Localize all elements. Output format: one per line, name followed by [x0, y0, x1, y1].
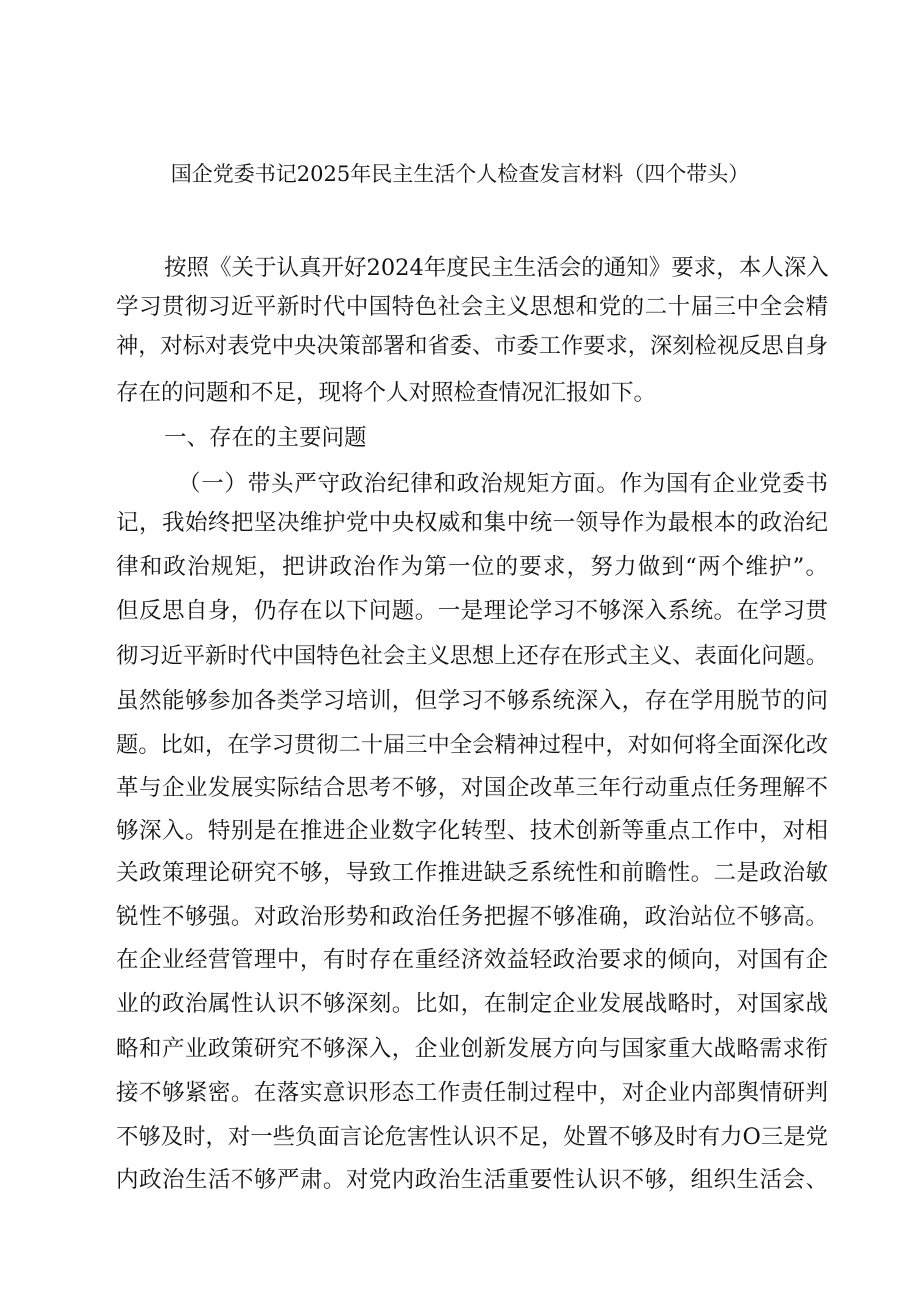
paragraph-line: 神，对标对表党中央决策部署和省委、市委工作要求，深刻检视反思自身: [116, 333, 828, 359]
paragraph-line: 锐性不够强。对政治形势和政治任务把握不够准确，政治站位不够高。: [116, 904, 828, 930]
paragraph-line: 但反思自身，仍存在以下问题。一是理论学习不够深入系统。在学习贯: [116, 598, 828, 624]
paragraph-line: 接不够紧密。在落实意识形态工作责任制过程中，对企业内部舆情研判: [116, 1080, 828, 1106]
paragraph-line: 律和政治规矩，把讲政治作为第一位的要求，努力做到“两个维护”。: [116, 554, 828, 580]
section-heading: 一、存在的主要问题: [164, 425, 367, 451]
document-title: 国企党委书记2025年民主生活个人检查发言材料（四个带头）: [170, 162, 750, 186]
paragraph-line: 存在的问题和不足，现将个人对照检查情况汇报如下。: [116, 380, 657, 406]
paragraph-line: 业的政治属性认识不够深刻。比如，在制定企业发展战略时，对国家战: [116, 991, 828, 1017]
paragraph-line: （一）带头严守政治纪律和政治规矩方面。作为国有企业党委书: [178, 471, 828, 497]
paragraph-line: 内政治生活不够严肃。对党内政治生活重要性认识不够，组织生活会、: [116, 1167, 828, 1193]
paragraph-line: 题。比如，在学习贯彻二十届三中全会精神过程中，对如何将全面深化改: [116, 732, 828, 758]
paragraph-line: 虽然能够参加各类学习培训，但学习不够系统深入，存在学用脱节的问: [116, 688, 828, 714]
paragraph-line: 在企业经营管理中，有时存在重经济效益轻政治要求的倾向，对国有企: [116, 947, 828, 973]
paragraph-line: 关政策理论研究不够，导致工作推进缺乏系统性和前瞻性。二是政治敏: [116, 860, 828, 886]
paragraph-line: 按照《关于认真开好2024年度民主生活会的通知》要求，本人深入: [164, 255, 829, 281]
paragraph-line: 略和产业政策研究不够深入，企业创新发展方向与国家重大战略需求衔: [116, 1036, 828, 1062]
paragraph-line: 不够及时，对一些负面言论危害性认识不足，处置不够及时有力O三是党: [116, 1124, 828, 1150]
paragraph-line: 学习贯彻习近平新时代中国特色社会主义思想和党的二十届三中全会精: [116, 294, 828, 320]
paragraph-line: 彻习近平新时代中国特色社会主义思想上还存在形式主义、表面化问题。: [116, 643, 828, 669]
paragraph-line: 革与企业发展实际结合思考不够，对国企改革三年行动重点任务理解不: [116, 775, 828, 801]
paragraph-line: 够深入。特别是在推进企业数字化转型、技术创新等重点工作中，对相: [116, 818, 828, 844]
paragraph-line: 记，我始终把坚决维护党中央权威和集中统一领导作为最根本的政治纪: [116, 510, 828, 536]
